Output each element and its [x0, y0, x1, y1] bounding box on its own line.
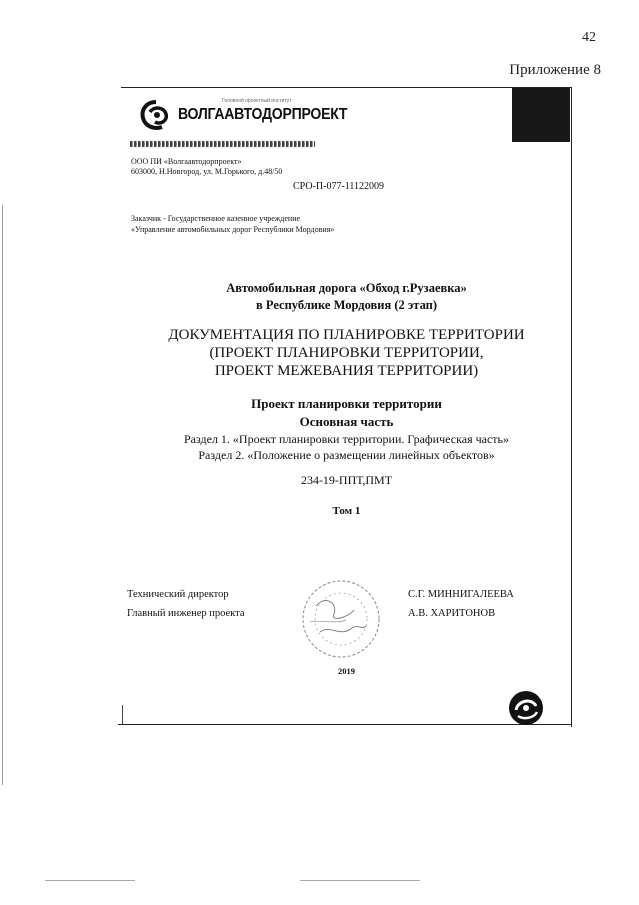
page-number: 42	[582, 30, 596, 45]
doc-title-1: ДОКУМЕНТАЦИЯ ПО ПЛАНИРОВКЕ ТЕРРИТОРИИ	[168, 327, 525, 343]
logo-caption: Головной проектный институт	[222, 98, 292, 104]
signer-role-2: Главный инженер проекта	[127, 608, 245, 619]
round-seal-stamp	[296, 574, 386, 664]
frame-bottom-line	[118, 724, 572, 725]
appendix-label: Приложение 8	[509, 62, 601, 78]
scan-edge-line	[2, 205, 3, 785]
doc-title-2: (ПРОЕКТ ПЛАНИРОВКИ ТЕРРИТОРИИ,	[209, 345, 484, 361]
corner-logo-icon	[508, 690, 544, 726]
road-title-1: Автомобильная дорога «Обход г.Рузаевка»	[226, 281, 467, 295]
customer-line-2: «Управление автомобильных дорог Республики Мордовия»	[131, 225, 335, 234]
scan-artifact	[300, 880, 420, 881]
main-part-title: Основная часть	[299, 414, 394, 429]
swirl-logo-icon	[138, 98, 174, 134]
logo-text: ВОЛГААВТОДОРПРОЕКТ	[178, 106, 348, 123]
customer-line-1: Заказчик - Государственное казенное учреждение	[131, 214, 301, 223]
frame-left-tick	[122, 705, 123, 725]
company-name: ООО ПИ «Волгаавтодорпроект»	[131, 157, 242, 166]
project-title: Проект планировки территории	[251, 396, 442, 411]
signer-name-1: С.Г. МИННИГАЛЕЕВА	[408, 589, 514, 600]
decorative-strip	[130, 141, 315, 147]
road-title-2: в Республике Мордовия (2 этап)	[255, 298, 438, 312]
scan-artifact	[45, 880, 135, 881]
doc-title-3: ПРОЕКТ МЕЖЕВАНИЯ ТЕРРИТОРИИ)	[214, 363, 479, 379]
company-address: 603000, Н.Новгород, ул. М.Горького, д.48/50	[131, 167, 283, 176]
document-code: 234-19-ППТ,ПМТ	[300, 473, 393, 487]
volume-label: Том 1	[332, 505, 361, 517]
signer-name-2: А.В. ХАРИТОНОВ	[408, 608, 496, 619]
sro-number: СРО-П-077-11122009	[293, 181, 385, 192]
company-logo	[138, 96, 348, 136]
corner-black-block	[512, 88, 570, 142]
section-2: Раздел 2. «Положение о размещении линейных объектов»	[198, 448, 495, 462]
signer-role-1: Технический директор	[127, 589, 229, 600]
section-1: Раздел 1. «Проект планировки территории. Графическая часть»	[183, 432, 509, 446]
year: 2019	[338, 666, 355, 676]
